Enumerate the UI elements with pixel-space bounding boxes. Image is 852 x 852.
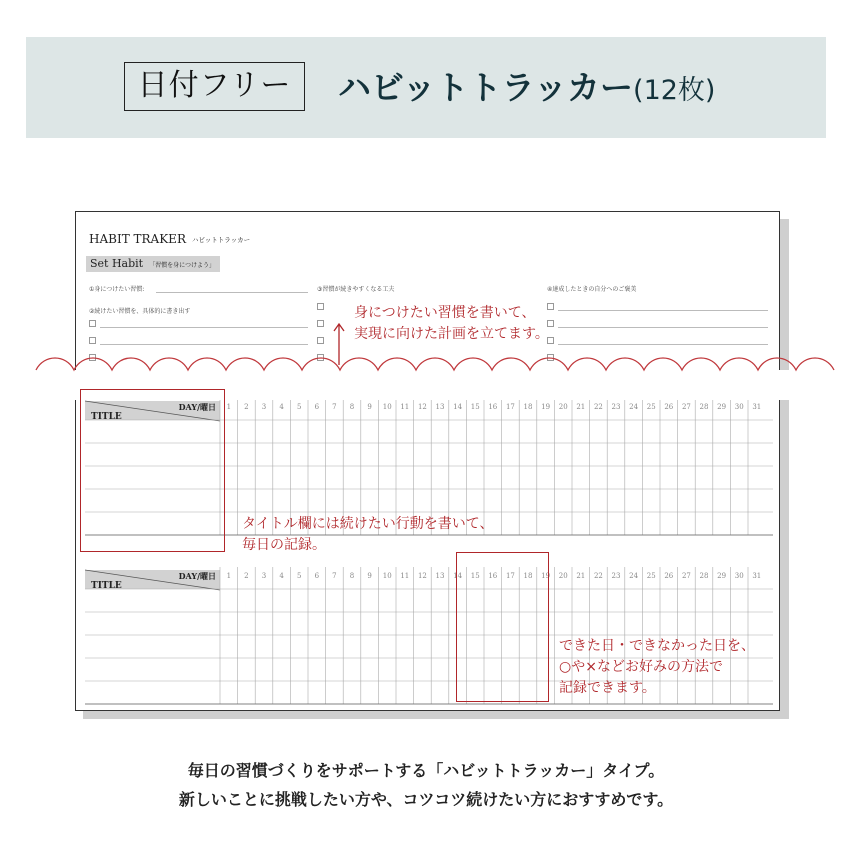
day-number: 5 (296, 403, 302, 411)
day-number: 17 (505, 403, 515, 411)
day-columns-highlight (456, 552, 549, 702)
title-header-label: TITLE (91, 412, 122, 422)
day-number: 12 (417, 403, 427, 411)
day-number: 7 (332, 403, 337, 411)
day-number: 4 (279, 403, 284, 411)
day-number: 23 (611, 572, 621, 580)
note-record-line-1: できた日・できなかった日を、 (559, 638, 755, 654)
day-number: 11 (400, 403, 410, 411)
tip-checkbox[interactable] (317, 303, 324, 310)
day-number: 26 (664, 403, 674, 411)
question-3: ③習慣が続きやすくなる工夫 (317, 286, 395, 293)
footer-line-1: 毎日の習慣づくりをサポートする「ハビットトラッカー」タイプ。 (187, 761, 665, 780)
day-number: 17 (505, 572, 515, 580)
day-number: 31 (752, 403, 762, 411)
reward-line (558, 310, 768, 311)
note-plan (354, 303, 549, 345)
product-title (338, 66, 715, 113)
up-arrow-icon (333, 322, 345, 366)
day-number: 15 (470, 572, 480, 580)
title-header-label: TITLE (91, 581, 122, 591)
day-header-label: DAY/曜日 (178, 571, 216, 581)
day-number: 10 (382, 403, 392, 411)
day-number: 31 (752, 572, 762, 580)
day-number: 22 (593, 403, 603, 411)
day-number: 13 (435, 403, 445, 411)
day-number: 23 (611, 403, 621, 411)
sheet-title: HABIT TRAKER (89, 232, 186, 246)
day-number: 29 (717, 572, 727, 580)
day-number: 10 (382, 572, 392, 580)
sheet-count: (12枚) (633, 75, 716, 106)
day-number: 24 (629, 572, 639, 580)
habit-line (100, 327, 308, 328)
note-record (559, 636, 755, 699)
day-number: 25 (646, 572, 656, 580)
reward-line (558, 327, 768, 328)
day-number: 14 (453, 572, 463, 580)
day-number: 27 (681, 572, 691, 580)
question-1: ①身につけたい習慣: (89, 286, 145, 293)
day-number: 19 (541, 403, 551, 411)
day-number: 21 (576, 572, 586, 580)
day-number: 12 (417, 572, 427, 580)
question-2: ②続けたい習慣を、具体的に書き出す (89, 308, 191, 315)
day-number: 9 (367, 403, 372, 411)
day-number: 13 (435, 572, 445, 580)
day-number: 28 (699, 403, 709, 411)
product-title-text: ハビットトラッカー (338, 68, 634, 107)
day-number: 22 (593, 572, 603, 580)
day-number: 1 (226, 572, 232, 580)
day-number: 6 (314, 403, 320, 411)
day-number: 30 (734, 403, 744, 411)
note-plan-line-2: 実現に向けた計画を立てます。 (354, 326, 549, 342)
date-free-badge: 日付フリー (124, 62, 305, 111)
day-number: 15 (470, 403, 480, 411)
day-number: 16 (488, 403, 498, 411)
day-number: 27 (681, 403, 691, 411)
day-number: 3 (261, 403, 267, 411)
note-title-line-2: 毎日の記録。 (242, 537, 326, 553)
day-number: 6 (314, 572, 320, 580)
day-number: 28 (699, 572, 709, 580)
note-record-line-3: 記録できます。 (559, 680, 656, 696)
day-number: 18 (523, 572, 533, 580)
question-4: ④達成したときの自分へのご褒美 (547, 286, 637, 293)
habit-checkbox[interactable] (89, 320, 96, 327)
question-1-line (156, 292, 308, 293)
sheet-title-sub: ハビットトラッカー (192, 236, 251, 244)
day-number: 8 (349, 572, 355, 580)
day-number: 20 (558, 403, 568, 411)
day-number: 24 (629, 403, 639, 411)
day-number: 19 (541, 572, 551, 580)
day-number: 1 (226, 403, 232, 411)
day-number: 20 (558, 572, 568, 580)
day-number: 30 (734, 572, 744, 580)
day-number: 3 (261, 572, 267, 580)
tip-checkbox[interactable] (317, 320, 324, 327)
set-habit-text: Set Habit (90, 257, 144, 270)
day-number: 25 (646, 403, 656, 411)
title-column-highlight (80, 389, 225, 552)
set-habit-sub: 「習慣を身につけよう」 (149, 262, 215, 269)
day-number: 2 (244, 572, 249, 580)
day-number: 9 (367, 572, 372, 580)
note-plan-line-1: 身につけたい習慣を書いて、 (354, 305, 536, 321)
day-number: 8 (349, 403, 355, 411)
day-number: 5 (296, 572, 302, 580)
note-title-line-1: タイトル欄には続けたい行動を書いて、 (242, 516, 494, 532)
day-number: 21 (576, 403, 586, 411)
day-number: 14 (453, 403, 463, 411)
day-number: 7 (332, 572, 337, 580)
day-number: 2 (244, 403, 249, 411)
day-header-label: DAY/曜日 (178, 402, 216, 412)
day-number: 11 (400, 572, 410, 580)
set-habit-label (86, 256, 220, 272)
day-number: 18 (523, 403, 533, 411)
footer-line-2: 新しいことに挑戦したい方や、コツコツ続けたい方におすすめです。 (178, 790, 674, 809)
note-record-line-2: ○や×などお好みの方法で (559, 659, 723, 675)
day-number: 16 (488, 572, 498, 580)
day-number: 4 (279, 572, 284, 580)
note-title (242, 514, 493, 556)
day-number: 26 (664, 572, 674, 580)
day-number: 29 (717, 403, 727, 411)
